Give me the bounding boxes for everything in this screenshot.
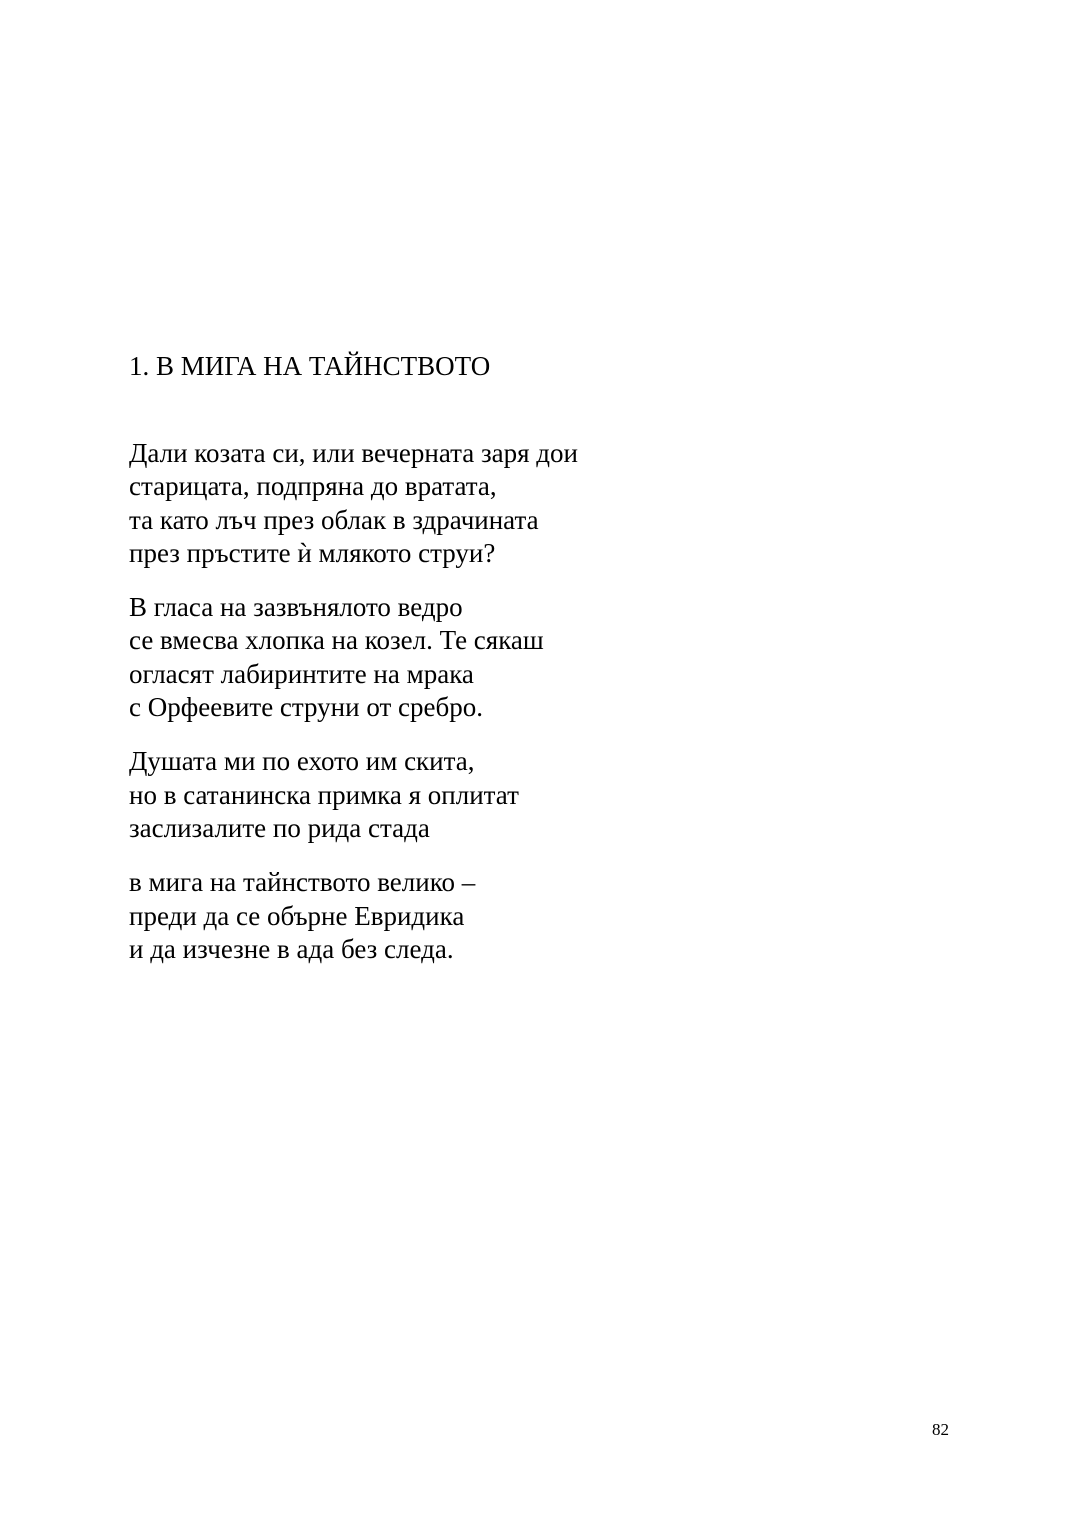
poem-line: в мига на тайнството велико – [129, 867, 476, 898]
stanza-1 [129, 437, 949, 570]
poem-line: заслизалите по рида стада [129, 812, 430, 843]
poem-line: та като лъч през облак в здрачината [129, 504, 539, 535]
poem-line: с Орфеевите струни от сребро. [129, 692, 483, 723]
poem-line: старицата, подпряна до вратата, [129, 471, 497, 502]
poem-line: но в сатанинска примка я оплитат [129, 779, 519, 810]
poem-line: огласят лабиринтите на мрака [129, 658, 474, 689]
poem-body [129, 437, 949, 987]
poem-title: 1. В МИГА НА ТАЙНСТВОТО [129, 351, 491, 381]
poem-line: Дали козата си, или вечерната заря дои [129, 438, 578, 468]
stanza-3 [129, 745, 949, 845]
poem-line: В гласа на зазвънялото ведро [129, 592, 463, 623]
page-number: 82 [932, 1420, 949, 1439]
stanza-4 [129, 866, 949, 966]
poem-line: през пръстите ѝ млякото струи? [129, 537, 496, 568]
stanza-2 [129, 591, 949, 724]
poem-line: се вмесва хлопка на козел. Те сякаш [129, 625, 544, 656]
poem-line: и да изчезне в ада без следа. [129, 933, 454, 964]
poem-line: преди да се обърне Евридика [129, 900, 465, 931]
poem-line: Душата ми по ехото им скита, [129, 746, 475, 777]
